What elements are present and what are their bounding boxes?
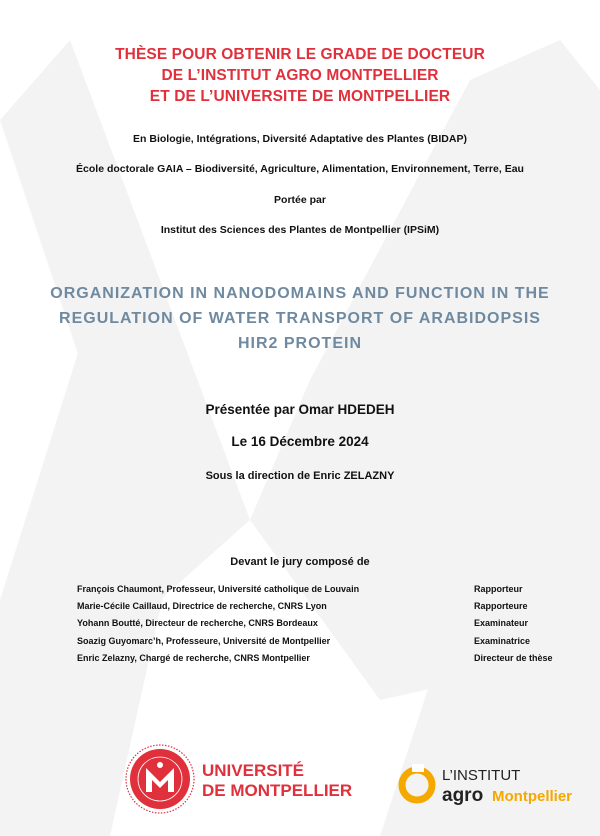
doctoral-school: École doctorale GAIA – Biodiversité, Agriculture, Alimentation, Environnement, Terre, Eau	[76, 163, 524, 175]
um-seal-icon	[126, 745, 194, 813]
agro-text-agro: agro	[442, 785, 484, 806]
direction: Sous la direction de Enric ZELAZNY	[205, 470, 395, 482]
jury-member-role: Rapporteure	[474, 601, 528, 611]
title-line-1: ORGANIZATION IN NANODOMAINS AND FUNCTION IN THE	[50, 285, 550, 302]
supported-by: Portée par	[274, 194, 326, 206]
jury-member-name: Enric Zelazny, Chargé de recherche, CNRS Montpellier	[77, 653, 310, 663]
institut-agro-logo	[398, 760, 588, 808]
agro-text-montpellier: Montpellier	[492, 788, 573, 805]
jury-member	[77, 618, 557, 632]
author: Présentée par Omar HDEDEH	[205, 402, 395, 417]
jury-member-role: Rapporteur	[474, 584, 523, 594]
agro-ring-icon	[402, 764, 432, 800]
header-line-1: THÈSE POUR OBTENIR LE GRADE DE DOCTEUR	[115, 46, 485, 63]
specialty: En Biologie, Intégrations, Diversité Adaptative des Plantes (BIDAP)	[133, 133, 467, 145]
jury-member-name: Yohann Boutté, Directeur de recherche, CNRS Bordeaux	[77, 618, 318, 628]
jury-member-name: Marie-Cécile Caillaud, Directrice de recherche, CNRS Lyon	[77, 601, 327, 611]
header-line-3: ET DE L’UNIVERSITE DE MONTPELLIER	[149, 88, 451, 105]
jury-member-name: Soazig Guyomarc’h, Professeure, Université de Montpellier	[77, 636, 331, 646]
jury-member	[77, 653, 557, 667]
header-line-2: DE L’INSTITUT AGRO MONTPELLIER	[161, 67, 439, 84]
thesis-title	[0, 281, 600, 356]
universite-montpellier-logo	[124, 740, 353, 818]
jury-member-role: Examinatrice	[474, 636, 531, 646]
institute: Institut des Sciences des Plantes de Montpellier (IPSiM)	[160, 224, 440, 236]
um-text-line-1: UNIVERSITÉ	[202, 761, 305, 780]
jury-member	[77, 601, 557, 615]
jury-member	[77, 584, 557, 598]
thesis-header	[0, 44, 600, 107]
agro-text-institut: L’INSTITUT	[442, 767, 521, 784]
um-text-line-2: DE MONTPELLIER	[202, 781, 353, 800]
jury-member-role: Examinateur	[474, 618, 529, 628]
jury-member-name: François Chaumont, Professeur, Université catholique de Louvain	[77, 584, 360, 594]
jury-member-role: Directeur de thèse	[474, 653, 553, 663]
defense-date: Le 16 Décembre 2024	[231, 434, 369, 449]
jury-member	[77, 636, 557, 650]
title-line-3: HIR2 PROTEIN	[237, 335, 362, 352]
jury-heading: Devant le jury composé de	[230, 556, 370, 568]
title-line-2: REGULATION OF WATER TRANSPORT OF ARABIDOPSIS	[59, 310, 541, 327]
